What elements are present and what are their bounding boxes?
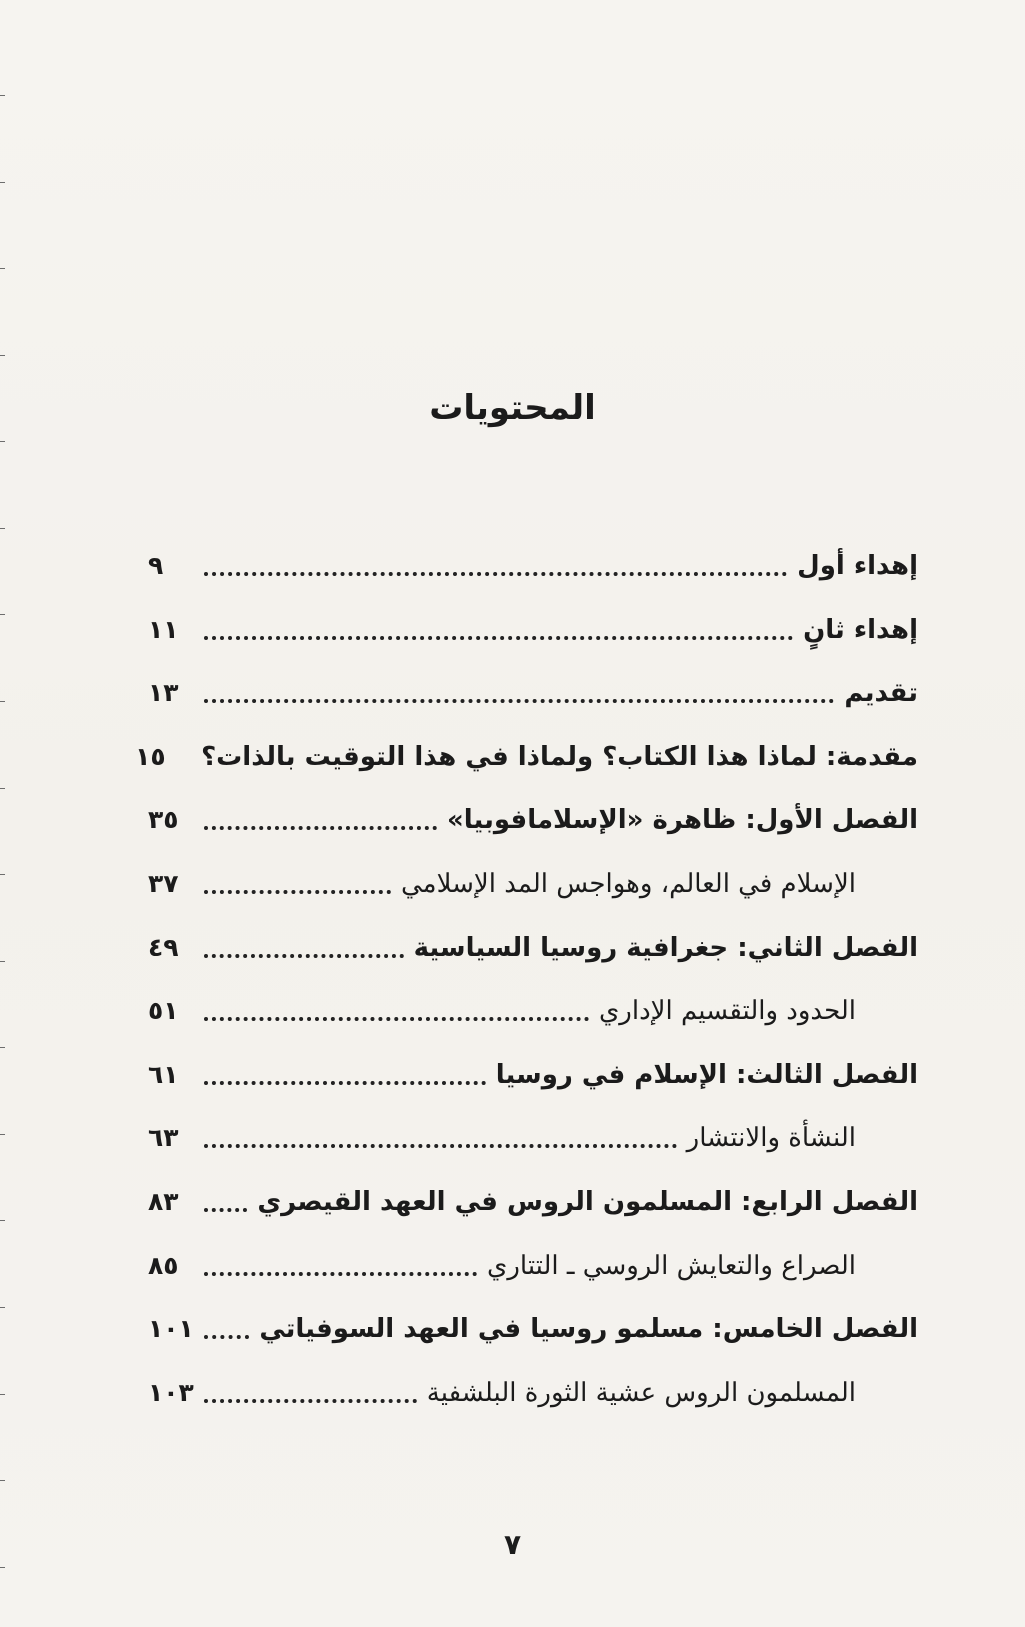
toc-entry-label: الفصل الأول: ظاهرة «الإسلامافوبيا» (446, 805, 918, 836)
page-title: المحتويات (429, 388, 596, 428)
dot-leader (204, 675, 834, 703)
toc-section-entry[interactable] (148, 993, 918, 1057)
toc-entry-page-number: ١٥ (135, 741, 166, 771)
toc-section-entry[interactable] (148, 1375, 918, 1439)
toc-chapter-entry[interactable] (148, 802, 918, 866)
toc-entry-page-number: ١٠٣ (148, 1377, 194, 1407)
dot-leader (204, 548, 787, 576)
toc-section-entry[interactable] (148, 1120, 918, 1184)
dot-leader (204, 802, 437, 830)
toc-entry-page-number: ٦٣ (148, 1123, 179, 1153)
toc-entry[interactable] (135, 739, 918, 803)
toc-chapter-entry[interactable] (148, 930, 918, 994)
toc-entry[interactable] (148, 612, 918, 676)
page-edge-marks (0, 0, 6, 1627)
toc-entry-label: تقديم (844, 678, 918, 709)
toc-entry-page-number: ٤٩ (148, 932, 179, 962)
toc-section-entry[interactable] (148, 1248, 918, 1312)
toc-entry-label: الفصل الثاني: جغرافية روسيا السياسية (413, 932, 918, 963)
toc-entry-page-number: ٥١ (148, 996, 179, 1026)
toc-chapter-entry[interactable] (148, 1311, 918, 1375)
toc-entry-label: الفصل الخامس: مسلمو روسيا في العهد السوفياتي (259, 1314, 918, 1345)
table-of-contents (135, 548, 918, 1438)
toc-entry-page-number: ٣٧ (148, 868, 179, 898)
toc-entry-label: إهداء أول (797, 551, 918, 581)
toc-entry-label: الفصل الثالث: الإسلام في روسيا (495, 1059, 918, 1090)
page-number: ٧ (503, 1528, 522, 1561)
toc-entry-label: مقدمة: لماذا هذا الكتاب؟ ولماذا في هذا التوقيت بالذات؟ (201, 741, 918, 772)
toc-chapter-entry[interactable] (148, 1184, 918, 1248)
toc-entry[interactable] (148, 675, 918, 739)
toc-section-entry[interactable] (148, 866, 918, 930)
toc-entry-label: النشأة والانتشار (686, 1123, 856, 1154)
toc-entry-page-number: ٩ (148, 551, 164, 580)
toc-entry-page-number: ١٣ (148, 678, 179, 708)
toc-entry-page-number: ٦١ (148, 1059, 179, 1089)
dot-leader (204, 1375, 417, 1403)
toc-entry-page-number: ١١ (148, 614, 179, 644)
toc-entry[interactable] (148, 548, 918, 612)
dot-leader (204, 612, 793, 640)
toc-entry-label: الإسلام في العالم، وهواجس المد الإسلامي (400, 868, 856, 899)
toc-entry-label: الفصل الرابع: المسلمون الروس في العهد القيصري (257, 1186, 918, 1217)
toc-chapter-entry[interactable] (148, 1057, 918, 1121)
dot-leader (204, 993, 589, 1021)
dot-leader (204, 930, 404, 958)
toc-entry-label: الصراع والتعايش الروسي ـ التتاري (486, 1250, 856, 1281)
toc-entry-page-number: ٨٥ (148, 1250, 179, 1280)
toc-entry-page-number: ٨٣ (148, 1186, 179, 1216)
dot-leader (204, 1120, 677, 1148)
toc-entry-label: إهداء ثانٍ (803, 614, 918, 645)
toc-entry-page-number: ٣٥ (148, 805, 179, 835)
dot-leader (204, 1311, 249, 1339)
toc-entry-label: المسلمون الروس عشية الثورة البلشفية (426, 1377, 856, 1408)
toc-entry-label: الحدود والتقسيم الإداري (598, 996, 856, 1027)
dot-leader (204, 1184, 247, 1212)
dot-leader (204, 866, 391, 894)
dot-leader (204, 1057, 486, 1085)
dot-leader (204, 1248, 477, 1276)
toc-entry-page-number: ١٠١ (148, 1314, 194, 1344)
